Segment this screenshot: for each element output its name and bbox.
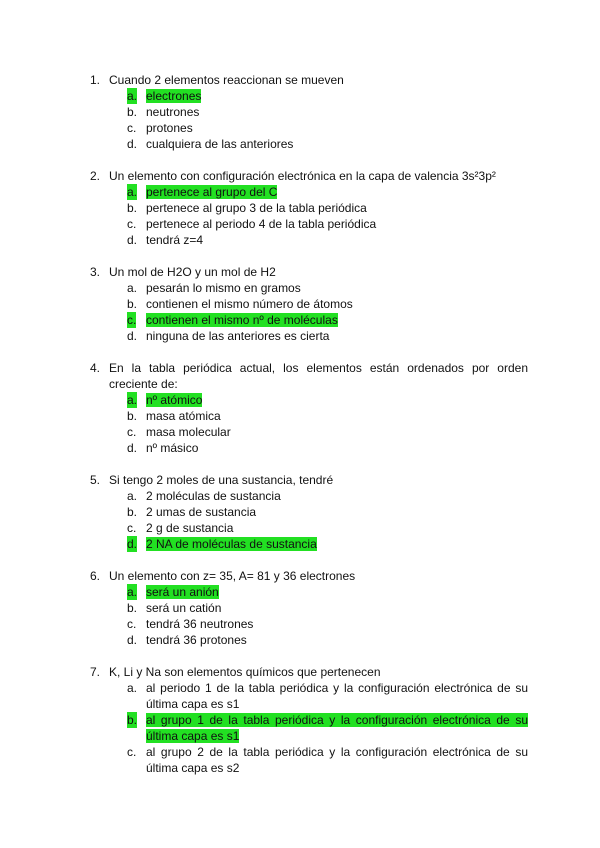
highlighted-answer: pertenece al grupo del C	[146, 185, 278, 199]
option-letter: b.	[127, 713, 138, 727]
option-letter: d.	[127, 329, 138, 343]
option-letter: a.	[127, 393, 138, 407]
option	[90, 216, 528, 232]
question-text	[90, 168, 528, 184]
question-text	[90, 664, 528, 680]
question-5	[90, 472, 528, 552]
option-correct	[90, 712, 528, 744]
option-text: 2 g de sustancia	[146, 521, 234, 535]
option-correct	[90, 392, 528, 408]
option	[90, 424, 528, 440]
option	[90, 408, 528, 424]
highlighted-answer: electrones	[146, 89, 202, 103]
option-letter: c.	[127, 425, 137, 439]
question-text	[90, 472, 528, 488]
option-correct	[90, 536, 528, 552]
option-correct	[90, 584, 528, 600]
question-statement: Un elemento con configuración electrónica en la capa de valencia 3s²3p²	[109, 169, 496, 183]
option-text: contienen el mismo número de átomos	[146, 297, 353, 311]
option	[90, 280, 528, 296]
option	[90, 296, 528, 312]
highlighted-answer: contienen el mismo nº de moléculas	[146, 313, 338, 327]
option-letter: d.	[127, 233, 138, 247]
options-list	[90, 488, 528, 552]
option	[90, 520, 528, 536]
question-text	[90, 568, 528, 584]
option-letter: b.	[127, 297, 138, 311]
option-correct	[90, 88, 528, 104]
question-text	[90, 72, 528, 88]
highlighted-answer: 2 NA de moléculas de sustancia	[146, 537, 317, 551]
question-number: 4.	[90, 361, 101, 375]
option-text: al periodo 1 de la tabla periódica y la configuración electrónica de su última capa es s1	[146, 681, 528, 711]
options-list	[90, 680, 528, 776]
options-list	[90, 392, 528, 456]
option-letter: b.	[127, 601, 138, 615]
option	[90, 680, 528, 712]
option-text: pertenece al grupo 3 de la tabla periódica	[146, 201, 367, 215]
option-text: tendrá 36 protones	[146, 633, 247, 647]
options-list	[90, 584, 528, 648]
option-text: pesarán lo mismo en gramos	[146, 281, 301, 295]
option-text: pertenece al periodo 4 de la tabla periódica	[146, 217, 377, 231]
question-number: 1.	[90, 73, 101, 87]
question-2	[90, 168, 528, 248]
option-letter: a.	[127, 185, 138, 199]
option-correct	[90, 184, 528, 200]
question-statement: Si tengo 2 moles de una sustancia, tendré	[109, 473, 334, 487]
option	[90, 104, 528, 120]
question-6	[90, 568, 528, 648]
option-letter: d.	[127, 633, 138, 647]
question-statement: Un mol de H2O y un mol de H2	[109, 265, 276, 279]
option-text: protones	[146, 121, 193, 135]
question-text	[90, 360, 528, 392]
option-text: masa molecular	[146, 425, 231, 439]
question-1	[90, 72, 528, 152]
option	[90, 200, 528, 216]
question-statement: Cuando 2 elementos reaccionan se mueven	[109, 73, 344, 87]
option	[90, 136, 528, 152]
option-letter: a.	[127, 281, 138, 295]
option-letter: c.	[127, 745, 137, 759]
option-text: cualquiera de las anteriores	[146, 137, 294, 151]
option	[90, 744, 528, 776]
option-letter: b.	[127, 409, 138, 423]
option	[90, 328, 528, 344]
highlighted-answer: al grupo 1 de la tabla periódica y la configuración electrónica de su última capa es s1	[146, 713, 528, 743]
option-text: masa atómica	[146, 409, 221, 423]
option-letter: a.	[127, 681, 138, 695]
option-text: nº másico	[146, 441, 199, 455]
option-letter: c.	[127, 121, 137, 135]
option-letter: b.	[127, 201, 138, 215]
option-text: será un catión	[146, 601, 222, 615]
question-4	[90, 360, 528, 456]
option-letter: a.	[127, 89, 138, 103]
option	[90, 232, 528, 248]
option	[90, 120, 528, 136]
option-text: ninguna de las anteriores es cierta	[146, 329, 330, 343]
option-letter: d.	[127, 537, 138, 551]
option	[90, 600, 528, 616]
option-letter: c.	[127, 313, 137, 327]
option-letter: c.	[127, 521, 137, 535]
option-letter: d.	[127, 137, 138, 151]
option-letter: c.	[127, 217, 137, 231]
question-7	[90, 664, 528, 776]
options-list	[90, 88, 528, 152]
option-text: 2 moléculas de sustancia	[146, 489, 281, 503]
option-correct	[90, 312, 528, 328]
option-letter: c.	[127, 617, 137, 631]
question-3	[90, 264, 528, 344]
option-letter: d.	[127, 441, 138, 455]
option-letter: b.	[127, 105, 138, 119]
option-letter: a.	[127, 585, 138, 599]
question-statement: Un elemento con z= 35, A= 81 y 36 electrones	[109, 569, 356, 583]
question-text	[90, 264, 528, 280]
question-number: 7.	[90, 665, 101, 679]
option	[90, 504, 528, 520]
option-text: 2 umas de sustancia	[146, 505, 257, 519]
option	[90, 488, 528, 504]
highlighted-answer: será un anión	[146, 585, 219, 599]
option-text: neutrones	[146, 105, 200, 119]
highlighted-answer: nº atómico	[146, 393, 203, 407]
question-statement: En la tabla periódica actual, los elementos están ordenados por orden creciente de:	[109, 361, 528, 391]
option-letter: a.	[127, 489, 138, 503]
option	[90, 632, 528, 648]
option	[90, 440, 528, 456]
option-letter: b.	[127, 505, 138, 519]
question-number: 2.	[90, 169, 101, 183]
option-text: tendrá 36 neutrones	[146, 617, 254, 631]
question-number: 3.	[90, 265, 101, 279]
option-text: tendrá z=4	[146, 233, 204, 247]
options-list	[90, 280, 528, 344]
option	[90, 616, 528, 632]
question-statement: K, Li y Na son elementos químicos que pertenecen	[109, 665, 381, 679]
options-list	[90, 184, 528, 248]
question-number: 6.	[90, 569, 101, 583]
question-number: 5.	[90, 473, 101, 487]
option-text: al grupo 2 de la tabla periódica y la configuración electrónica de su última capa es s2	[146, 745, 528, 775]
